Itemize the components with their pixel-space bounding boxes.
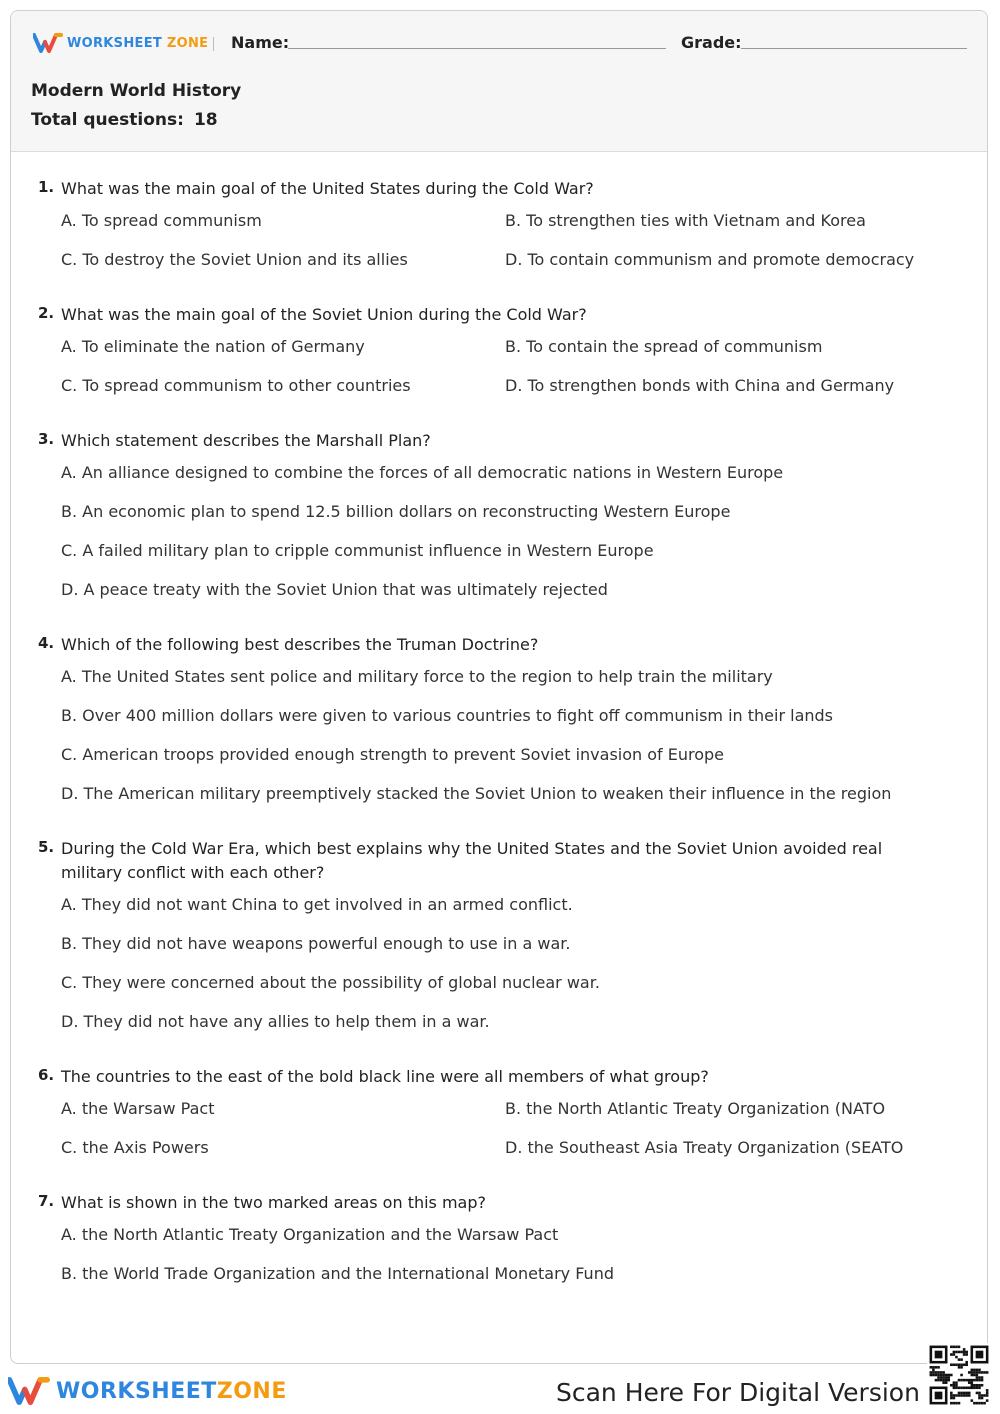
answer-option[interactable]: D. They did not have any allies to help them in a war.	[61, 1012, 490, 1031]
answer-option[interactable]: B. the North Atlantic Treaty Organization (NATO	[505, 1099, 886, 1118]
worksheet-title: Modern World History	[31, 81, 242, 101]
question-number: 1.	[38, 178, 55, 196]
worksheet-zone-logo-icon	[8, 1376, 50, 1406]
answer-option[interactable]: A. The United States sent police and military force to the region to help train the military	[61, 667, 773, 686]
answer-option[interactable]: D. To contain communism and promote democracy	[505, 250, 915, 269]
question-item	[11, 303, 987, 413]
question-text: Which of the following best describes the Truman Doctrine?	[61, 635, 539, 654]
brand-part1: WORKSHEET	[67, 35, 163, 51]
question-item	[11, 633, 987, 821]
question-number: 2.	[38, 304, 55, 322]
answer-option[interactable]: A. To eliminate the nation of Germany	[61, 337, 365, 356]
question-item	[11, 177, 987, 287]
question-item	[11, 1191, 987, 1301]
answer-option[interactable]: D. The American military preemptively stacked the Soviet Union to weaken their influence in the region	[61, 784, 892, 803]
grade-field[interactable]	[741, 48, 967, 49]
brand-part2: ZONE	[166, 35, 209, 51]
header-brand-name	[67, 36, 208, 51]
logo-divider	[213, 37, 214, 51]
answer-option[interactable]: C. To spread communism to other countries	[61, 376, 411, 395]
question-number: 4.	[38, 634, 55, 652]
worksheet-zone-logo-icon	[33, 33, 63, 53]
question-number: 5.	[38, 838, 55, 856]
answer-option[interactable]: A. the North Atlantic Treaty Organization and the Warsaw Pact	[61, 1225, 559, 1244]
qr-code-icon[interactable]	[927, 1343, 991, 1407]
header-logo	[33, 33, 208, 53]
answer-option[interactable]: A. the Warsaw Pact	[61, 1099, 215, 1118]
question-text: What was the main goal of the United States during the Cold War?	[61, 179, 594, 198]
answer-option[interactable]: C. To destroy the Soviet Union and its allies	[61, 250, 408, 269]
answer-option[interactable]: B. To contain the spread of communism	[505, 337, 823, 356]
answer-options	[61, 1223, 987, 1301]
question-item	[11, 1065, 987, 1175]
name-label: Name:	[231, 33, 290, 52]
answer-option[interactable]: C. American troops provided enough strength to prevent Soviet invasion of Europe	[61, 745, 725, 764]
question-text: The countries to the east of the bold black line were all members of what group?	[61, 1067, 709, 1086]
footer-brand-part1: WORKSHEET	[56, 1378, 217, 1404]
answer-options	[61, 209, 987, 287]
answer-option[interactable]: B. They did not have weapons powerful enough to use in a war.	[61, 934, 571, 953]
answer-options	[61, 335, 987, 413]
question-number: 7.	[38, 1192, 55, 1210]
question-item	[11, 429, 987, 617]
footer-brand-part2: ZONE	[216, 1378, 287, 1404]
answer-option[interactable]: A. They did not want China to get involved in an armed conflict.	[61, 895, 573, 914]
answer-option[interactable]: D. A peace treaty with the Soviet Union that was ultimately rejected	[61, 580, 608, 599]
name-field[interactable]	[288, 48, 666, 49]
question-number: 3.	[38, 430, 55, 448]
answer-option[interactable]: C. They were concerned about the possibility of global nuclear war.	[61, 973, 600, 992]
question-item	[11, 837, 987, 1049]
total-questions	[31, 110, 218, 130]
answer-option[interactable]: D. To strengthen bonds with China and Germany	[505, 376, 895, 395]
answer-option[interactable]: B. Over 400 million dollars were given to various countries to fight off communism in their lands	[61, 706, 834, 725]
answer-option[interactable]: B. the World Trade Organization and the International Monetary Fund	[61, 1264, 614, 1283]
answer-option[interactable]: C. A failed military plan to cripple communist influence in Western Europe	[61, 541, 654, 560]
question-text: What was the main goal of the Soviet Union during the Cold War?	[61, 305, 587, 324]
worksheet-sheet	[10, 10, 988, 1364]
question-number: 6.	[38, 1066, 55, 1084]
grade-label: Grade:	[681, 33, 742, 52]
question-list	[11, 177, 987, 1317]
total-questions-label: Total questions:	[31, 110, 184, 130]
worksheet-header	[11, 11, 987, 152]
question-text: What is shown in the two marked areas on this map?	[61, 1193, 487, 1212]
total-questions-value: 18	[193, 110, 218, 130]
answer-option[interactable]: C. the Axis Powers	[61, 1138, 209, 1157]
scan-text: Scan Here For Digital Version	[556, 1378, 920, 1407]
question-text: Which statement describes the Marshall Plan?	[61, 431, 431, 450]
answer-options	[61, 665, 987, 821]
footer-logo	[8, 1376, 287, 1406]
answer-option[interactable]: A. To spread communism	[61, 211, 262, 230]
answer-options	[61, 1097, 987, 1175]
answer-options	[61, 893, 987, 1049]
answer-option[interactable]: A. An alliance designed to combine the forces of all democratic nations in Western Europe	[61, 463, 784, 482]
answer-option[interactable]: B. To strengthen ties with Vietnam and Korea	[505, 211, 866, 230]
answer-options	[61, 461, 987, 617]
answer-option[interactable]: B. An economic plan to spend 12.5 billion dollars on reconstructing Western Europe	[61, 502, 731, 521]
answer-option[interactable]: D. the Southeast Asia Treaty Organization (SEATO	[505, 1138, 904, 1157]
footer-brand-name	[56, 1379, 287, 1404]
question-text: During the Cold War Era, which best explains why the United States and the Soviet Union avoided real military conflict with each other?	[61, 839, 883, 882]
